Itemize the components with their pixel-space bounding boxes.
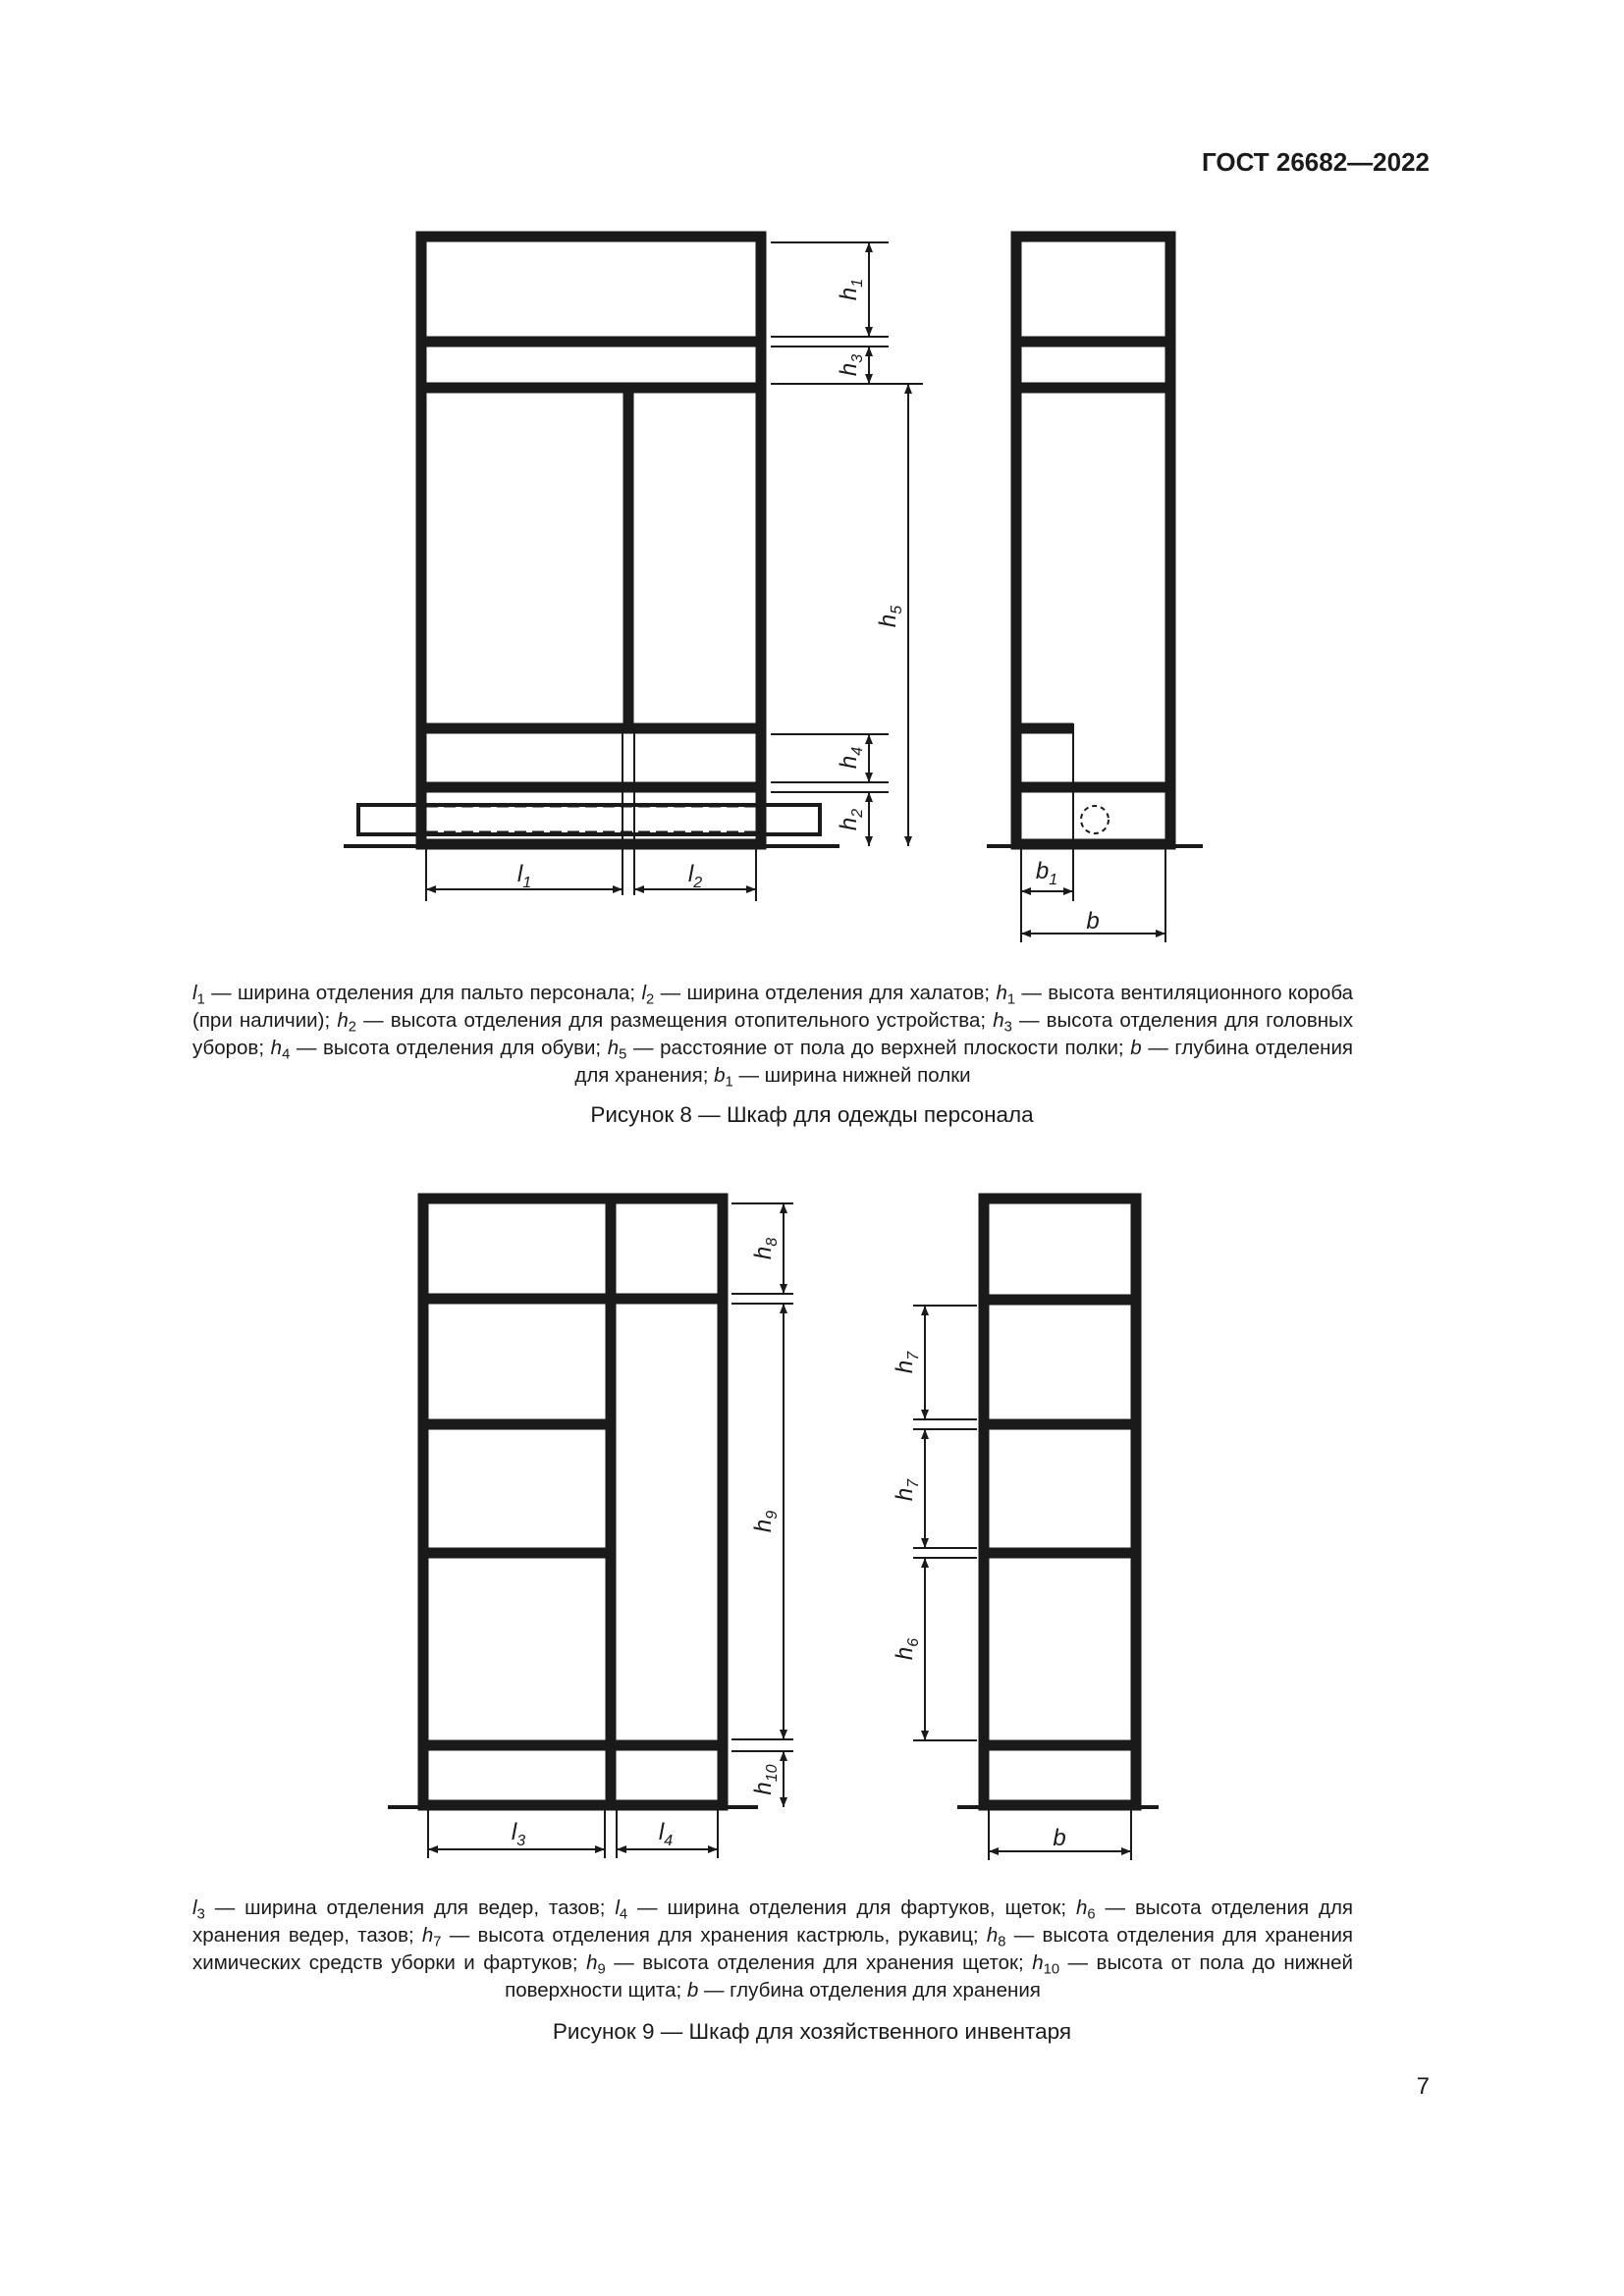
figure-9-drawing [0, 1178, 1624, 1885]
legend-text: — ширина отделения для фартуков, щеток; [627, 1896, 1076, 1919]
label-b-fig9: b [1053, 1825, 1066, 1851]
legend-symbol: h [337, 1009, 349, 1032]
legend-subscript: 1 [196, 991, 205, 1008]
cabinet-8-front-view [421, 237, 761, 844]
legend-text: — высота от пола до нижней поверхности щита; [505, 1951, 1353, 2002]
legend-subscript: 8 [998, 1934, 1006, 1950]
legend-text: — высота отделения для хранения ведер, тазов; [192, 1896, 1354, 1947]
legend-text: — высота отделения для хранения химических средств уборки и фартуков; [192, 1924, 1353, 1974]
label-h6: $h_6$ [892, 1637, 922, 1661]
legend-text: — ширина отделения для ведер, тазов; [204, 1896, 616, 1919]
dim-labels-9 [512, 1238, 781, 1849]
legend-symbol: h [270, 1037, 283, 1059]
label-l1: $l_1$ [516, 861, 532, 891]
legend-subscript: 3 [1003, 1019, 1012, 1036]
figure-8-drawing [0, 216, 1624, 962]
cabinet-8-side-view [1016, 237, 1170, 844]
legend-subscript: 2 [348, 1019, 356, 1036]
legend-text: — ширина отделения для пальто персонала; [204, 982, 642, 1004]
legend-text: — глубина отделения для хранения; [574, 1037, 1353, 1087]
legend-text: — расстояние от пола до верхней плоскости полки; [626, 1037, 1131, 1059]
legend-symbol: b [686, 1979, 699, 2002]
cabinet-9-side-view [984, 1199, 1136, 1805]
figure-8-title: Рисунок 8 — Шкаф для одежды персонала [590, 1102, 1034, 1127]
legend-symbol: h [586, 1951, 598, 1974]
legend-symbol: h [1075, 1896, 1088, 1919]
label-h1: $h_1$ [836, 278, 866, 301]
legend-subscript: 10 [1043, 1961, 1060, 1978]
legend-symbol: l [641, 982, 647, 1004]
legend-symbol: h [607, 1037, 620, 1059]
legend-subscript: 6 [1087, 1906, 1096, 1923]
legend-symbol: l [192, 982, 197, 1004]
label-h3: $h_3$ [836, 353, 866, 377]
legend-symbol: h [996, 982, 1007, 1004]
page-number: 7 [1416, 2073, 1430, 2100]
legend-text: — высота отделения для хранения кастрюль, рукавиц; [441, 1924, 987, 1947]
legend-subscript: 4 [619, 1906, 628, 1923]
figure-8-legend [192, 980, 1353, 1090]
label-b-fig8: b [1086, 908, 1100, 934]
legend-subscript: 1 [725, 1074, 733, 1091]
legend-text: — высота отделения для размещения отопительного устройства; [355, 1009, 994, 1032]
heater-symbol [1081, 806, 1109, 833]
legend-symbol: b [714, 1064, 726, 1087]
label-h7-lower: $h_7$ [892, 1478, 922, 1502]
legend-symbol: h [993, 1009, 1004, 1032]
label-h10: $h_{10}$ [750, 1764, 781, 1795]
legend-subscript: 3 [196, 1906, 205, 1923]
legend-subscript: 9 [597, 1961, 606, 1978]
legend-text: — ширина нижней полки [732, 1064, 971, 1087]
dim-labels-8 [517, 279, 905, 891]
label-h9: $h_9$ [750, 1510, 781, 1533]
legend-symbol: l [192, 1896, 197, 1919]
legend-subscript: 1 [1006, 991, 1016, 1008]
legend-text: — высота вентиляционного короба (при наличии); [192, 982, 1354, 1032]
label-h8: $h_8$ [750, 1237, 781, 1260]
label-h7-upper: $h_7$ [892, 1351, 922, 1374]
label-l3: $l_3$ [511, 1819, 526, 1849]
dimension-lines-9-side [913, 1306, 1131, 1860]
legend-subscript: 2 [646, 991, 655, 1008]
label-h4: $h_4$ [836, 746, 866, 770]
heater-box [358, 731, 820, 895]
legend-symbol: b [1130, 1037, 1142, 1059]
legend-text: — ширина отделения для халатов; [654, 982, 997, 1004]
legend-subscript: 7 [433, 1934, 442, 1950]
legend-text: — высота отделения для головных уборов; [192, 1009, 1354, 1059]
legend-symbol: h [1032, 1951, 1044, 1974]
legend-symbol: l [615, 1896, 620, 1919]
legend-subscript: 4 [282, 1046, 291, 1063]
label-l4: $l_4$ [658, 1819, 674, 1849]
legend-symbol: h [986, 1924, 999, 1947]
standard-header: ГОСТ 26682—2022 [1202, 147, 1430, 177]
legend-text: — глубина отделения для хранения [698, 1979, 1041, 2002]
figure-9-legend [192, 1895, 1353, 2004]
label-l2: $l_2$ [687, 861, 703, 891]
label-b1: $b_1$ [1035, 858, 1058, 888]
legend-symbol: h [421, 1924, 434, 1947]
cabinet-9-front-view [423, 1199, 723, 1805]
legend-subscript: 5 [619, 1046, 627, 1063]
legend-text: — высота отделения для обуви; [290, 1037, 608, 1059]
figure-9-title: Рисунок 9 — Шкаф для хозяйственного инвентаря [552, 2019, 1072, 2044]
legend-text: — высота отделения для хранения щеток; [605, 1951, 1033, 1974]
label-h5: $h_5$ [875, 605, 905, 628]
label-h2: $h_2$ [836, 808, 866, 831]
